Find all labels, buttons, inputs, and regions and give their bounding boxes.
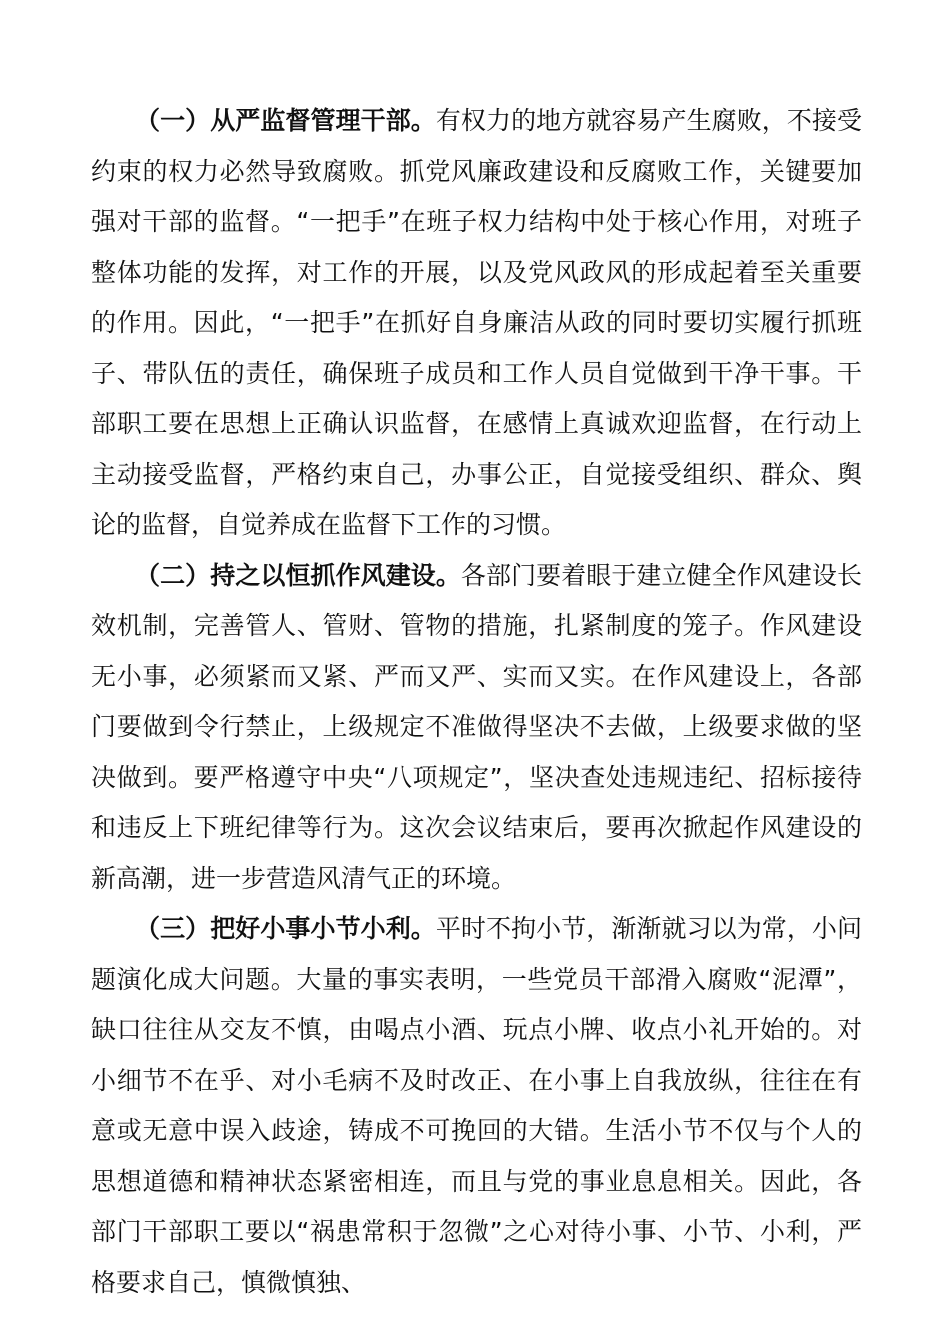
paragraph-two — [91, 551, 862, 905]
document-body — [91, 96, 862, 1308]
paragraph-text: 有权力的地方就容易产生腐败，不接受约束的权力必然导致腐败。抓党风廉政建设和反腐败工作，关键要加强对干部的监督。“一把手”在班子权力结构中处于核心作用，对班子整体功能的发挥，对工作的开展，以及党风政风的形成起着至关重要的作用。因此，“一把手”在抓好自身廉洁从政的同时要切实履行抓班子、带队伍的责任，确保班子成员和工作人员自觉做到干净干事。干部职工要在思想上正确认识监督，在感情上真诚欢迎监督，在行动上主动接受监督，严格约束自己，办事公正，自觉接受组织、群众、舆论的监督，自觉养成在监督下工作的习惯。 — [91, 106, 862, 539]
paragraph-heading: （二）持之以恒抓作风建设。 — [135, 560, 461, 590]
paragraph-heading: （三）把好小事小节小利。 — [135, 914, 436, 943]
paragraph-text: 各部门要着眼于建立健全作风建设长效机制，完善管人、管财、管物的措施，扎紧制度的笼子。作风建设无小事，必须紧而又紧、严而又严、实而又实。在作风建设上，各部门要做到令行禁止，上级规定不准做得坚决不去做，上级要求做的坚决做到。要严格遵守中央“八项规定”，坚决查处违规违纪、招标接待和违反上下班纪律等行为。这次会议结束后，要再次掀起作风建设的新高潮，进一步营造风清气正的环境。 — [91, 560, 862, 893]
paragraph-one — [91, 96, 862, 551]
paragraph-three — [91, 904, 862, 1308]
paragraph-text: 平时不拘小节，渐渐就习以为常，小问题演化成大问题。大量的事实表明，一些党员干部滑入腐败“泥潭”，缺口往往从交友不慎，由喝点小酒、玩点小牌、收点小礼开始的。对小细节不在乎、对小毛病不及时改正、在小事上自我放纵，往往在有意或无意中误入歧途，铸成不可挽回的大错。生活小节不仅与个人的思想道德和精神状态紧密相连，而且与党的事业息息相关。因此，各部门干部职工要以“祸患常积于忽微”之心对待小事、小节、小利，严格要求自己，慎微慎独、 — [91, 914, 862, 1297]
paragraph-heading: （一）从严监督管理干部。 — [135, 106, 436, 135]
